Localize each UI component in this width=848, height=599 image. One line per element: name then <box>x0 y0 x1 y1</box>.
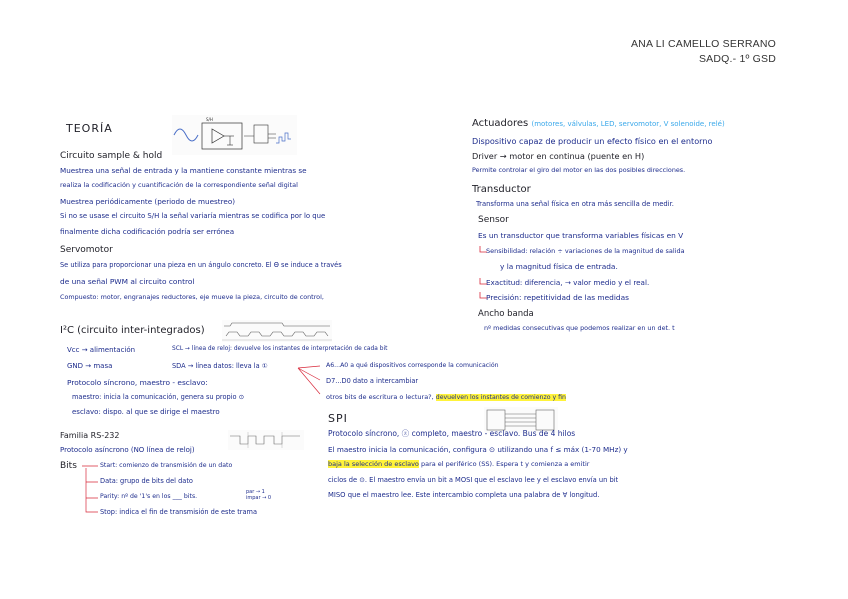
i2c-bits <box>326 394 566 401</box>
spi-title: SPI <box>328 412 348 425</box>
i2c-scl: SCL → línea de reloj: devuelve los instantes de interpretación de cada bit <box>172 346 388 352</box>
transductor-title: Transductor <box>472 184 531 195</box>
spi-line3-highlight: baja la selección de esclavo <box>328 460 419 468</box>
svg-text:S/H: S/H <box>206 117 213 122</box>
sensor-line3: y la magnitud física de entrada. <box>500 262 618 271</box>
i2c-maestro: maestro: inicia la comunicación, genera su propio ⊙ <box>72 393 245 401</box>
ancho-line1: nº medidas consecutivas que podemos realizar en un det. t <box>484 324 675 332</box>
sensor-line4: Exactitud: diferencia, → valor medio y el real. <box>486 278 650 287</box>
rs232-parity: Parity: nº de '1's en los ___ bits. <box>100 493 198 500</box>
actuadores-line3: Permite controlar el giro del motor en las dos posibles direcciones. <box>472 166 686 174</box>
actuadores-line2: Driver → motor en continua (puente en H) <box>472 151 645 161</box>
ancho-title: Ancho banda <box>478 309 534 319</box>
sensor-line2: Sensibilidad: relación ÷ variaciones de la magnitud de salida <box>486 247 685 255</box>
sample-hold-line1: Muestrea una señal de entrada y la mantiene constante mientras se <box>60 166 307 175</box>
i2c-esclavo: esclavo: dispo. al que se dirige el maestro <box>72 408 220 416</box>
i2c-a6: A6...A0 a qué dispositivos corresponde la comunicación <box>326 362 499 369</box>
sample-hold-line4: Si no se usase el circuito S/H la señal variaría mientras se codifica por lo que <box>60 212 326 220</box>
spi-line4: ciclos de ⊙. El maestro envía un bit a MOSI que el esclavo lee y el esclavo envía un bit <box>328 476 619 484</box>
actuadores-examples: (motores, válvulas, LED, servomotor, V solenoide, relé) <box>531 120 725 128</box>
rs232-title: Familia RS-232 <box>60 431 120 440</box>
actuadores-title: Actuadores <box>472 118 529 129</box>
sensor-arrows <box>478 244 490 300</box>
actuadores-heading <box>472 119 725 129</box>
i2c-arrows <box>296 360 326 396</box>
i2c-sda: SDA → línea datos: lleva la ① <box>172 362 268 370</box>
servomotor-line3: Compuesto: motor, engranajes reductores, eje mueve la pieza, circuito de control, <box>60 293 324 301</box>
author-name: ANA LI CAMELLO SERRANO <box>630 38 776 50</box>
spi-line5: MISO que el maestro lee. Este intercambio completa una palabra de ∀ longitud. <box>328 491 600 499</box>
rs232-arrows <box>80 462 102 516</box>
transductor-line1: Transforma una señal física en otra más sencilla de medir. <box>476 200 674 208</box>
rs232-frame-diagram <box>228 430 304 450</box>
servomotor-line1: Se utiliza para proporcionar una pieza en un ángulo concreto. El Θ se induce a través <box>60 261 342 269</box>
spi-line2: El maestro inicia la comunicación, configura ⊙ utilizando una f ≤ máx (1-70 MHz) y <box>328 445 628 454</box>
sample-hold-line2: realiza la codificación y cuantificación de la correspondiente señal digital <box>60 181 298 189</box>
rs232-stop: Stop: indica el fin de transmisión de este trama <box>100 508 258 516</box>
i2c-timing-diagram <box>222 320 332 342</box>
sensor-line5: Precisión: repetitividad de las medidas <box>486 293 629 302</box>
i2c-d7: D7...D0 dato a intercambiar <box>326 377 419 385</box>
i2c-gnd: GND → masa <box>67 362 113 370</box>
sample-hold-title: Circuito sample & hold <box>60 151 163 161</box>
i2c-bits-text: otros bits de escritura o lectura?, <box>326 393 434 401</box>
sensor-line1: Es un transductor que transforma variables físicas en V <box>478 231 684 240</box>
sample-hold-diagram <box>172 115 297 155</box>
rs232-parity-note: par → 1 impar → 0 <box>246 489 272 501</box>
spi-line3 <box>328 461 589 468</box>
i2c-vcc: Vcc → alimentación <box>67 346 136 354</box>
teoria-title: TEORÍA <box>66 122 113 135</box>
course-label: SADQ.- 1º GSD <box>698 53 776 65</box>
servomotor-line2: de una señal PWM al circuito control <box>60 277 195 286</box>
sample-hold-line3: Muestrea periódicamente (periodo de muestreo) <box>60 197 236 206</box>
rs232-bits-label: Bits <box>60 461 77 471</box>
rs232-line1: Protocolo asíncrono (NO línea de reloj) <box>60 446 195 454</box>
actuadores-line1: Dispositivo capaz de producir un efecto físico en el entorno <box>472 136 713 146</box>
sample-hold-line5: finalmente dicha codificación podría ser errónea <box>60 227 235 236</box>
spi-line3-text: para el periférico (SS). Espera t y comienza a emitir <box>420 460 590 468</box>
rs232-start: Start: comienzo de transmisión de un dato <box>100 462 233 469</box>
i2c-proto: Protocolo síncrono, maestro - esclavo: <box>67 378 208 387</box>
i2c-title: I²C (circuito inter-integrados) <box>60 325 205 336</box>
spi-line1: Protocolo síncrono, ⓩ completo, maestro - esclavo. Bus de 4 hilos <box>328 429 576 438</box>
servomotor-title: Servomotor <box>60 245 113 255</box>
rs232-data: Data: grupo de bits del dato <box>100 477 193 485</box>
sensor-title: Sensor <box>478 215 509 225</box>
i2c-bits-highlight: devuelven los instantes de comienzo y fin <box>435 394 566 401</box>
